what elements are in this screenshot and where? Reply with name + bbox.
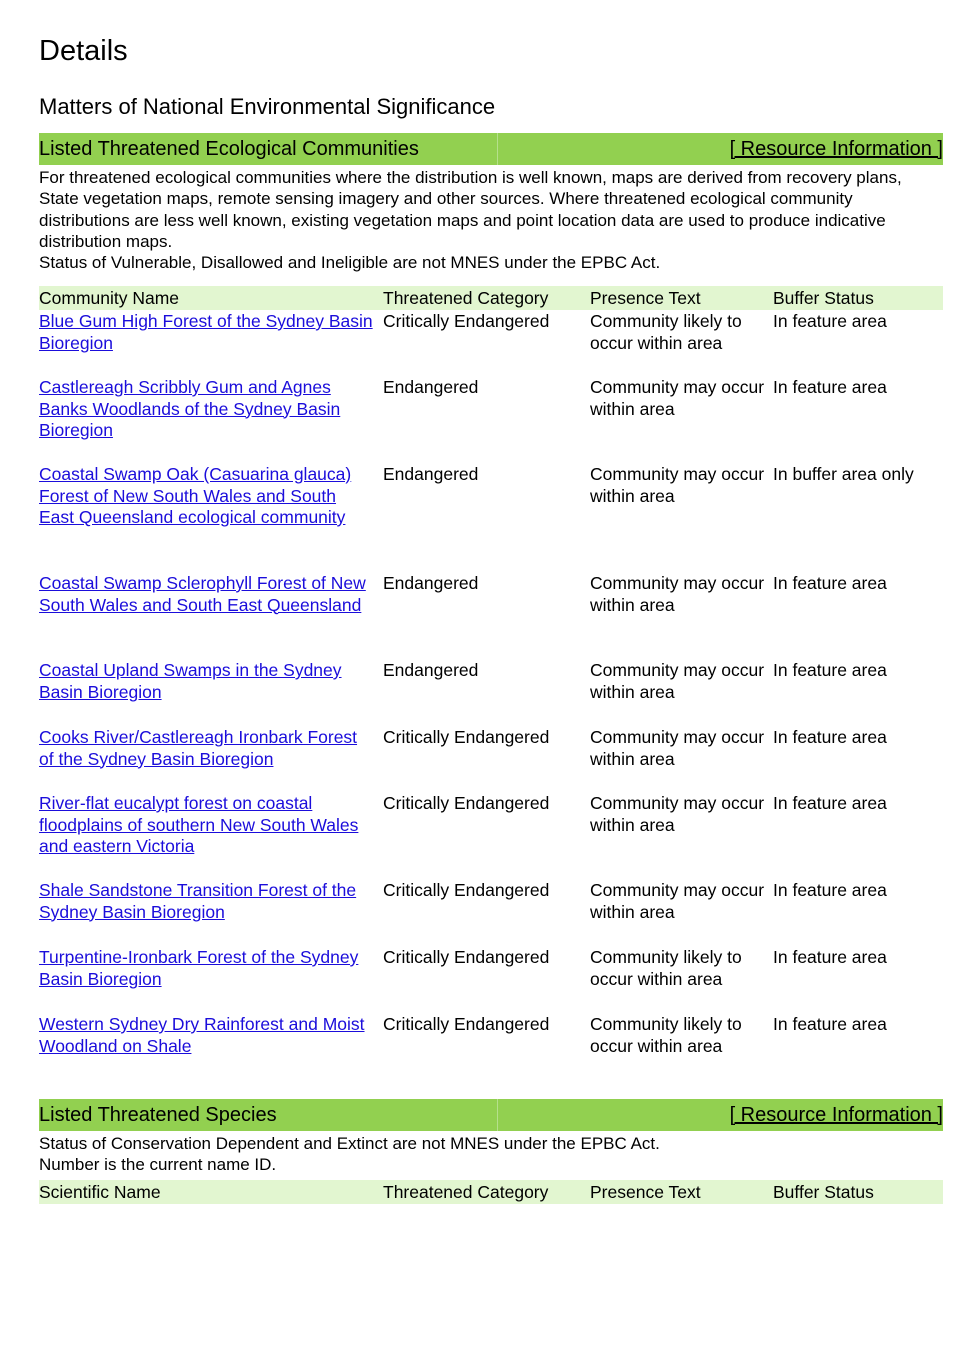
buffer-status: In feature area	[773, 880, 887, 900]
species-number-note: Number is the current name ID.	[39, 1155, 277, 1175]
species-notes	[39, 1133, 943, 1176]
community-link[interactable]: Coastal Swamp Oak (Casuarina glauca) Forest of New South Wales and South East Queensland ecological community	[39, 464, 352, 527]
community-link[interactable]: Shale Sandstone Transition Forest of the Sydney Basin Bioregion	[39, 880, 357, 922]
community-link[interactable]: Turpentine-Ironbark Forest of the Sydney Basin Bioregion	[39, 947, 359, 989]
page-subtitle: Matters of National Environmental Significance	[39, 94, 496, 119]
threatened-category: Critically Endangered	[383, 1014, 550, 1034]
buffer-status: In feature area	[773, 311, 887, 331]
community-link[interactable]: Western Sydney Dry Rainforest and Moist Woodland on Shale	[39, 1014, 365, 1056]
community-link[interactable]: Coastal Swamp Sclerophyll Forest of New South Wales and South East Queensland	[39, 573, 366, 615]
col-buffer-status: Buffer Status	[773, 1182, 874, 1202]
buffer-status: In feature area	[773, 793, 887, 813]
presence-text: Community may occur within area	[590, 793, 765, 835]
presence-text: Community may occur within area	[590, 464, 765, 506]
presence-text: Community may occur within area	[590, 377, 765, 419]
threatened-category: Critically Endangered	[383, 793, 550, 813]
buffer-status: In feature area	[773, 660, 887, 680]
presence-text: Community likely to occur within area	[590, 947, 742, 989]
species-table-header	[39, 1180, 943, 1204]
community-link[interactable]: Castlereagh Scribbly Gum and Agnes Banks Woodlands of the Sydney Basin Bioregion	[39, 377, 341, 440]
threatened-category: Critically Endangered	[383, 727, 550, 747]
buffer-status: In feature area	[773, 947, 887, 967]
col-presence-text: Presence Text	[590, 1182, 701, 1202]
buffer-status: In feature area	[773, 573, 887, 593]
community-link[interactable]: Coastal Upland Swamps in the Sydney Basin Bioregion	[39, 660, 342, 702]
communities-section-bar	[39, 133, 943, 165]
col-scientific-name: Scientific Name	[39, 1182, 161, 1202]
threatened-category: Endangered	[383, 573, 479, 593]
threatened-category: Critically Endangered	[383, 880, 550, 900]
buffer-status: In feature area	[773, 727, 887, 747]
species-section-title: Listed Threatened Species	[39, 1103, 277, 1126]
species-status-note: Status of Conservation Dependent and Extinct are not MNES under the EPBC Act.	[39, 1134, 660, 1153]
communities-section-title: Listed Threatened Ecological Communities	[39, 137, 419, 160]
buffer-status: In feature area	[773, 377, 887, 397]
communities-intro-text: For threatened ecological communities where the distribution is well known, maps are derived from recovery plans, State vegetation maps, remote sensing imagery and other sources. Where threatened ecological community distributions are less well known, existing vegetation maps and point location data are used to produce indicative distribution maps.	[39, 168, 902, 251]
col-community-name: Community Name	[39, 288, 180, 308]
buffer-status: In buffer area only	[773, 464, 914, 484]
communities-status-note: Status of Vulnerable, Disallowed and Ineligible are not MNES under the EPBC Act.	[39, 253, 661, 273]
species-section-bar	[39, 1099, 943, 1131]
col-presence-text: Presence Text	[590, 288, 701, 308]
community-link[interactable]: Blue Gum High Forest of the Sydney Basin Bioregion	[39, 311, 373, 353]
col-buffer-status: Buffer Status	[773, 288, 874, 308]
section-bar-divider	[497, 1099, 498, 1131]
communities-table-header	[39, 286, 943, 310]
threatened-category: Endangered	[383, 464, 479, 484]
community-link[interactable]: River-flat eucalypt forest on coastal floodplains of southern New South Wales and eastern Victoria	[39, 793, 359, 856]
buffer-status: In feature area	[773, 1014, 887, 1034]
communities-resource-link[interactable]: [ Resource Information ]	[729, 137, 943, 160]
section-bar-divider	[497, 133, 498, 165]
col-threatened-category: Threatened Category	[383, 288, 549, 308]
threatened-category: Endangered	[383, 660, 479, 680]
species-resource-link[interactable]: [ Resource Information ]	[729, 1103, 943, 1126]
threatened-category: Critically Endangered	[383, 947, 550, 967]
presence-text: Community may occur within area	[590, 727, 765, 769]
presence-text: Community likely to occur within area	[590, 1014, 742, 1056]
community-link[interactable]: Cooks River/Castlereagh Ironbark Forest of the Sydney Basin Bioregion	[39, 727, 358, 769]
presence-text: Community may occur within area	[590, 660, 765, 702]
threatened-category: Endangered	[383, 377, 479, 397]
presence-text: Community may occur within area	[590, 573, 765, 615]
threatened-category: Critically Endangered	[383, 311, 550, 331]
presence-text: Community may occur within area	[590, 880, 765, 922]
presence-text: Community likely to occur within area	[590, 311, 742, 353]
col-threatened-category: Threatened Category	[383, 1182, 549, 1202]
communities-intro	[39, 167, 943, 273]
page-title: Details	[39, 35, 128, 67]
